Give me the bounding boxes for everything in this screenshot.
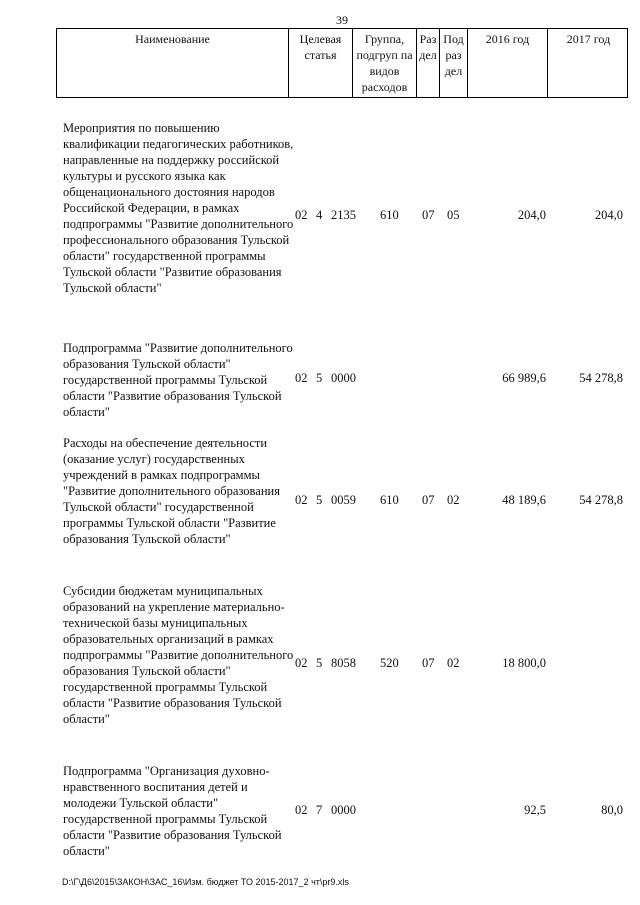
cell-2016: 66 989,6 bbox=[502, 371, 546, 385]
cell-group: 610 bbox=[380, 493, 399, 507]
cell-code-3: 0000 bbox=[331, 803, 356, 817]
cell-2016: 18 800,0 bbox=[502, 656, 546, 670]
header-subsection: Под раз дел bbox=[440, 29, 468, 97]
cell-2017: 54 278,8 bbox=[579, 371, 623, 385]
cell-code-1: 02 bbox=[295, 803, 308, 817]
cell-code-1: 02 bbox=[295, 208, 308, 222]
cell-2016: 92,5 bbox=[524, 803, 546, 817]
cell-2017: 80,0 bbox=[601, 803, 623, 817]
cell-code-1: 02 bbox=[295, 371, 308, 385]
cell-code-2: 5 bbox=[316, 493, 323, 507]
table-row-name: Подпрограмма "Организация духовно-нравственного воспитания детей и молодежи Тульской области" государственной программы Тульской области "Развитие образования Тульской области" bbox=[63, 764, 282, 858]
cell-section: 07 bbox=[422, 493, 435, 507]
cell-code-2: 4 bbox=[316, 208, 323, 222]
cell-section: 07 bbox=[422, 208, 435, 222]
header-group: Группа, подгруп па видов расходов bbox=[353, 29, 417, 97]
table-row-name: Мероприятия по повышению квалификации педагогических работников, направленные на поддержку российской культуры и русского языка как общенационального достояния народов Российской Федерации, в рамках подпрограммы "Развитие дополнительного профессионального образования Тульской области" государственной программы Тульской области "Развитие образования Тульской области" bbox=[63, 121, 294, 295]
cell-code-3: 8058 bbox=[331, 656, 356, 670]
cell-code-3: 2135 bbox=[331, 208, 356, 222]
cell-2016: 48 189,6 bbox=[502, 493, 546, 507]
cell-subsection: 02 bbox=[447, 656, 460, 670]
table-row-name: Подпрограмма "Развитие дополнительного образования Тульской области" государственной программы Тульской области "Развитие образования Тульской области" bbox=[63, 341, 293, 419]
cell-group: 520 bbox=[380, 656, 399, 670]
table-header bbox=[56, 28, 628, 98]
header-name: Наименование bbox=[57, 29, 289, 97]
cell-code-2: 5 bbox=[316, 656, 323, 670]
cell-2017: 204,0 bbox=[594, 208, 623, 222]
cell-code-3: 0059 bbox=[331, 493, 356, 507]
cell-code-1: 02 bbox=[295, 493, 308, 507]
cell-2017: 54 278,8 bbox=[579, 493, 623, 507]
table-row-name: Субсидии бюджетам муниципальных образований на укрепление материально-технической базы муниципальных образовательных организаций в рамках подпрограммы "Развитие дополнительного образования Тульской области" государственной программы Тульской области "Развитие образования Тульской области" bbox=[63, 584, 294, 726]
cell-code-1: 02 bbox=[295, 656, 308, 670]
cell-code-3: 0000 bbox=[331, 371, 356, 385]
cell-group: 610 bbox=[380, 208, 399, 222]
header-target-article: Целевая статья bbox=[289, 29, 353, 97]
cell-2016: 204,0 bbox=[517, 208, 546, 222]
file-path-footer: D:\Г\Д6\2015\ЗАКОН\ЗАС_16\Изм. бюджет ТО 2015-2017_2 чт\pr9.xls bbox=[62, 877, 349, 887]
page-number: 39 bbox=[336, 13, 348, 27]
cell-subsection: 02 bbox=[447, 493, 460, 507]
cell-subsection: 05 bbox=[447, 208, 460, 222]
header-2017: 2017 год bbox=[566, 32, 611, 46]
cell-section: 07 bbox=[422, 656, 435, 670]
table-row-name: Расходы на обеспечение деятельности (оказание услуг) государственных учреждений в рамках подпрограммы "Развитие дополнительного образования Тульской области" государственной программы Тульской области "Развитие образования Тульской области" bbox=[63, 436, 280, 546]
cell-code-2: 7 bbox=[316, 803, 323, 817]
header-section: Раз дел bbox=[417, 29, 440, 97]
header-2016: 2016 год bbox=[468, 29, 548, 97]
cell-code-2: 5 bbox=[316, 371, 323, 385]
